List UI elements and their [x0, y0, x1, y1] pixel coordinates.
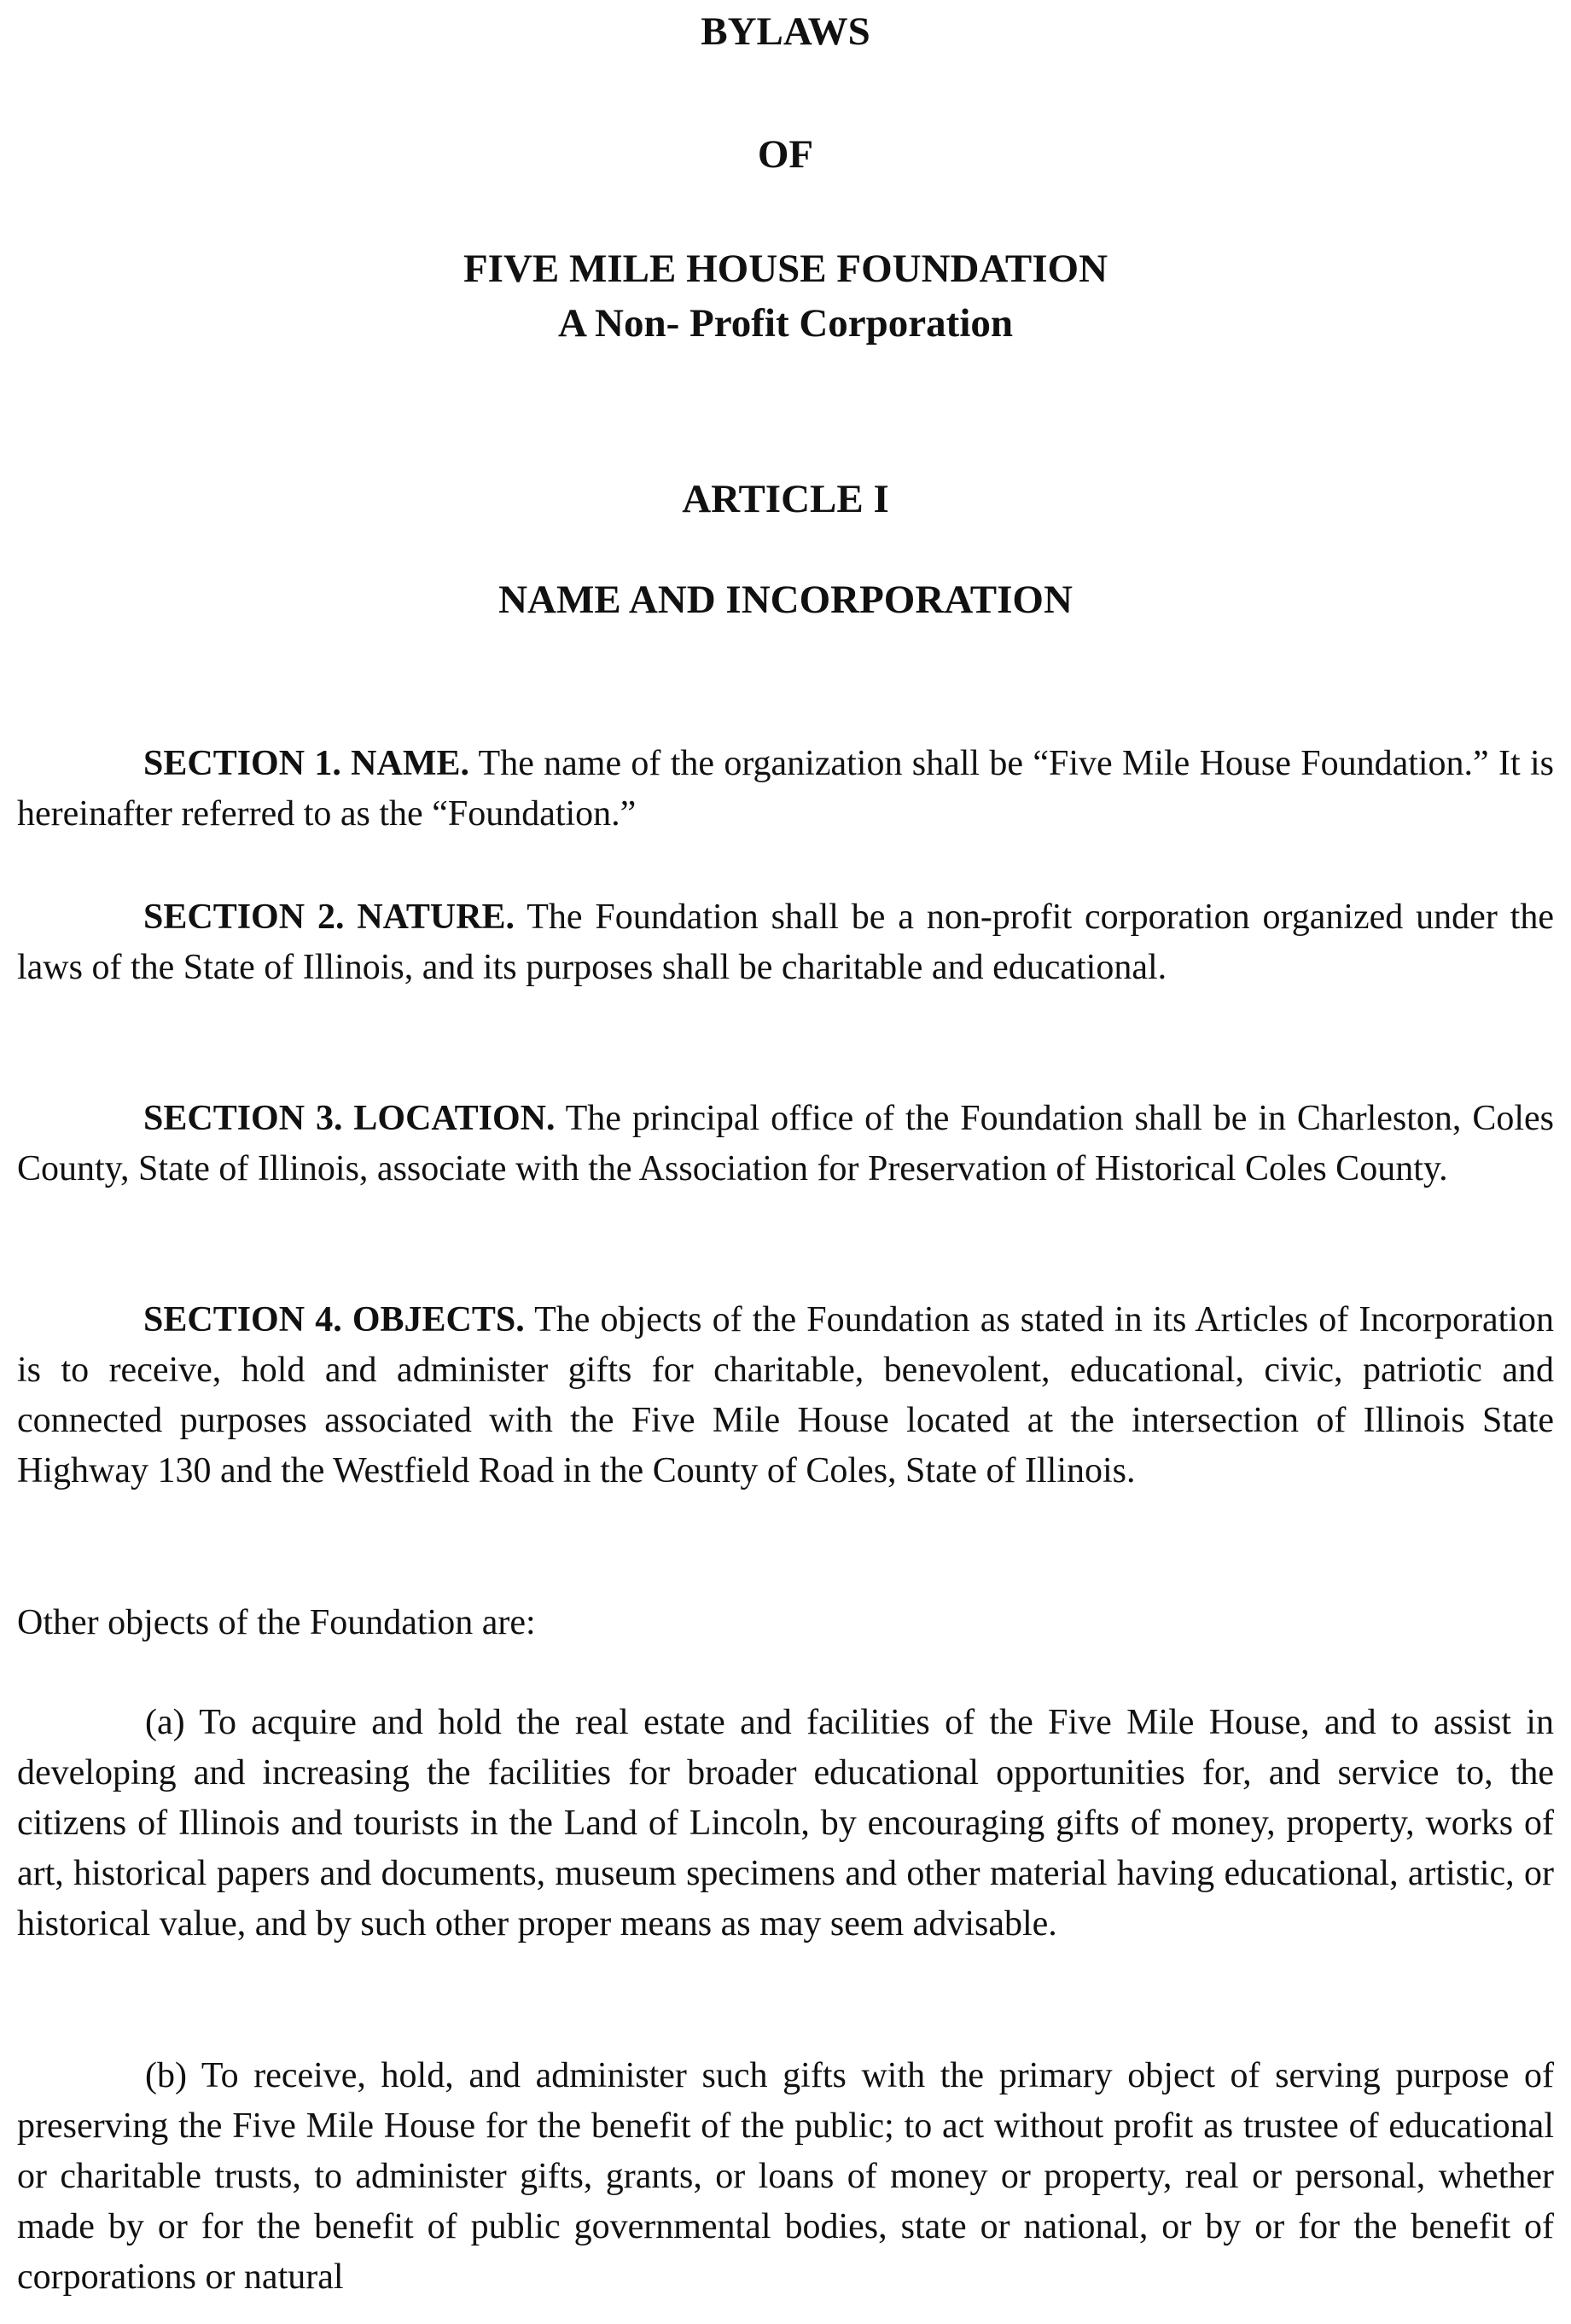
object-a — [17, 1698, 1554, 1949]
section-1-heading: SECTION 1. NAME. — [143, 744, 469, 783]
article-title: NAME AND INCORPORATION — [498, 578, 1073, 622]
object-a-label: (a) — [145, 1703, 185, 1742]
article-number: ARTICLE I — [682, 477, 889, 521]
section-4-text: The objects of the Foundation as stated in its Articles of Incorporation is to receive, hold and administer gifts for charitable, benevolent, educational, civic, patriotic and connected purposes associated with the Five Mile House located at the intersection of Illinois State Highway 130 and the Westfield Road in the County of Coles, State of Illinois. — [17, 1300, 1555, 1490]
section-3-text: The principal office of the Foundation shall be in Charleston, Coles County, State of Illinois, associate with the Association for Preservation of Historical Coles County. — [17, 1099, 1554, 1188]
object-b-label: (b) — [145, 2056, 187, 2095]
document-title-of: OF — [757, 132, 814, 177]
section-4-heading: SECTION 4. OBJECTS. — [143, 1300, 525, 1339]
object-b-text: To receive, hold, and administer such gifts with the primary object of serving purpose of preserving the Five Mile House for the benefit of the public; to act without profit as trustee of educational or charitable trusts, to administer gifts, grants, or loans of money or property, real or personal, whether made by or for the benefit of public governmental bodies, state or national, or by or for the benefit of corporations or natural — [17, 2056, 1554, 2297]
section-1 — [17, 739, 1554, 840]
other-objects-intro: Other objects of the Foundation are: — [17, 1603, 536, 1642]
object-b — [17, 2051, 1554, 2303]
section-3-heading: SECTION 3. LOCATION. — [143, 1099, 556, 1138]
section-4 — [17, 1295, 1554, 1496]
organization-type: A Non- Profit Corporation — [557, 301, 1014, 346]
organization-name: FIVE MILE HOUSE FOUNDATION — [463, 247, 1108, 291]
section-1-text: The name of the organization shall be “Five Mile House Foundation.” It is hereinafter referred to as the “Foundation.” — [17, 744, 1554, 834]
object-a-text: To acquire and hold the real estate and facilities of the Five Mile House, and to assist in developing and increasing the facilities for broader educational opportunities for, and service to, the citizens of Illinois and tourists in the Land of Lincoln, by encouraging gifts of money, property, works of art, historical papers and documents, museum specimens and other material having educational, artistic, or historical value, and by such other proper means as may seem advisable. — [17, 1703, 1554, 1943]
section-2-text: The Foundation shall be a non-profit corporation organized under the laws of the State of Illinois, and its purposes shall be charitable and educational. — [17, 898, 1554, 987]
section-2-heading: SECTION 2. NATURE. — [143, 898, 515, 937]
section-3 — [17, 1094, 1554, 1194]
document-title: BYLAWS — [701, 9, 870, 54]
section-2 — [17, 892, 1554, 993]
